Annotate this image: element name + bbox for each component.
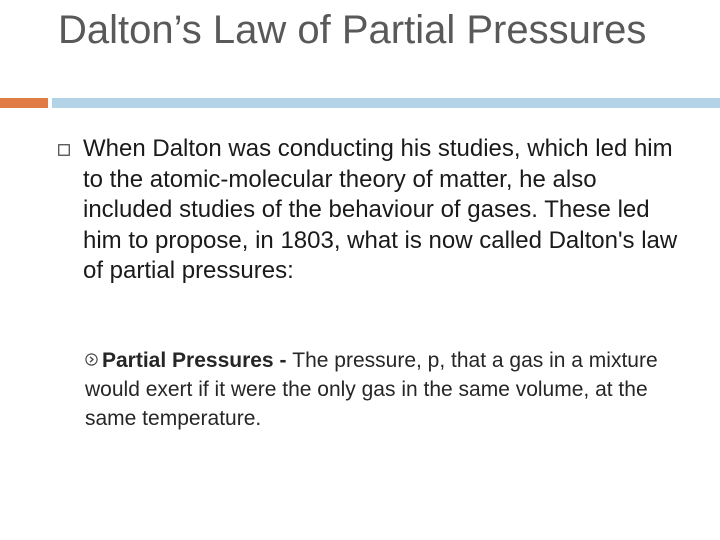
- bullet-level-1-text: When Dalton was conducting his studies, which led him to the atomic-molecular theory of matter, he also included studies of the behaviour of gases. These led him to propose, in 1803, what is now called Dalton's law of partial pressures:: [83, 135, 678, 284]
- bullet-level-2-text: [85, 346, 685, 433]
- definition-term: Partial Pressures -: [102, 349, 293, 372]
- square-bullet-icon: [58, 143, 70, 155]
- definition-body: The pressure, p, that a gas in a mixture would exert if it were the only gas in the same volume, at the same temperature.: [85, 349, 658, 430]
- slide-title: Dalton’s Law of Partial Pressures: [58, 8, 647, 52]
- title-accent-bar-blue: [52, 98, 720, 108]
- title-accent-bar-orange: [0, 98, 48, 108]
